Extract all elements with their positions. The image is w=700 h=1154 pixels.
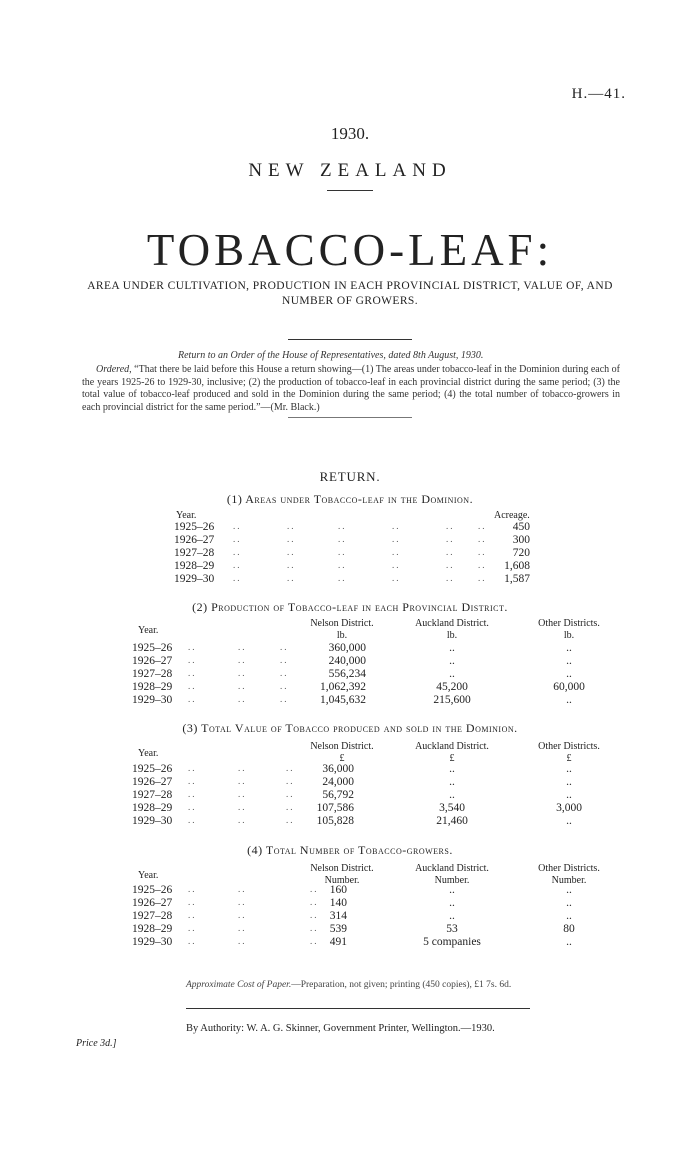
section1-acreage-cell: 300 <box>512 534 530 546</box>
section3-other-unit: £ <box>566 753 572 764</box>
leader-dots: .. <box>286 789 295 799</box>
section3-nelson-unit: £ <box>339 753 345 764</box>
section2-auckland-cell: 45,200 <box>436 681 468 693</box>
section1-acreage-cell: 720 <box>512 547 530 559</box>
leader-dots: .. <box>280 655 289 665</box>
leader-dots: .. <box>238 668 247 678</box>
section3-other-cell: .. <box>566 789 572 801</box>
leader-dots: .. <box>233 521 242 531</box>
section4-title: (4) Total Number of Tobacco-growers. <box>247 843 453 857</box>
leader-dots: .. <box>310 884 319 894</box>
section4-other-cell: .. <box>566 910 572 922</box>
section4-auckland-unit: Number. <box>434 875 470 886</box>
section4-other-cell: 80 <box>563 923 575 935</box>
leader-dots: .. <box>287 573 296 583</box>
leader-dots: .. <box>286 815 295 825</box>
leader-dots: .. <box>280 681 289 691</box>
leader-dots: .. <box>238 802 247 812</box>
section3-nelson-header: Nelson District. <box>310 741 374 752</box>
section2-year-cell: 1928–29 <box>132 681 173 693</box>
section2-nelson-unit: lb. <box>336 630 348 641</box>
section2-year-cell: 1929–30 <box>132 694 173 706</box>
leader-dots: .. <box>280 642 289 652</box>
leader-dots: .. <box>446 547 455 557</box>
section3-other-cell: .. <box>566 763 572 775</box>
section3-other-cell: .. <box>566 815 572 827</box>
section2-auckland-cell: 215,600 <box>433 694 471 706</box>
section4-year-cell: 1925–26 <box>132 884 173 896</box>
section1-year-cell: 1929–30 <box>174 573 215 585</box>
leader-dots: .. <box>287 521 296 531</box>
leader-dots: .. <box>446 534 455 544</box>
leader-dots: .. <box>392 521 401 531</box>
leader-dots: .. <box>238 897 247 907</box>
price-note: Price 3d.] <box>76 1038 117 1049</box>
section4-other-cell: .. <box>566 936 572 948</box>
leader-dots: .. <box>238 884 247 894</box>
country-divider <box>327 190 373 191</box>
section1-title: (1) Areas under Tobacco-leaf in the Dominion. <box>226 492 474 506</box>
section4-auckland-cell: 5 companies <box>423 936 481 948</box>
section4-auckland-header: Auckland District. <box>415 863 489 874</box>
leader-dots: .. <box>188 668 197 678</box>
leader-dots: .. <box>310 936 319 946</box>
leader-dots: .. <box>287 547 296 557</box>
leader-dots: .. <box>238 789 247 799</box>
section4-year-cell: 1926–27 <box>132 897 173 909</box>
section1-leader-end: .. <box>478 560 487 570</box>
leader-dots: .. <box>392 547 401 557</box>
ordered-word: Ordered, <box>96 364 132 375</box>
section4-year-cell: 1928–29 <box>132 923 173 935</box>
section2-nelson-cell: 360,000 <box>328 642 366 654</box>
section2-auckland-unit: lb. <box>446 630 458 641</box>
section1-year-cell: 1925–26 <box>174 521 215 533</box>
section3-nelson-cell: 56,792 <box>322 789 354 801</box>
section2-nelson-cell: 1,062,392 <box>320 681 366 693</box>
title-divider <box>288 339 412 340</box>
leader-dots: .. <box>238 655 247 665</box>
section1-leader-end: .. <box>478 534 487 544</box>
cost-text: —Preparation, not given; printing (450 copies), £1 7s. 6d. <box>291 980 512 990</box>
leader-dots: .. <box>238 694 247 704</box>
leader-dots: .. <box>238 642 247 652</box>
leader-dots: .. <box>338 560 347 570</box>
leader-dots: .. <box>233 573 242 583</box>
section3-other-cell: .. <box>566 776 572 788</box>
section1-year-cell: 1926–27 <box>174 534 215 546</box>
section4-nelson-header: Nelson District. <box>310 863 374 874</box>
leader-dots: .. <box>233 560 242 570</box>
section3-other-header: Other Districts. <box>538 741 600 752</box>
section2-auckland-cell: .. <box>449 668 455 680</box>
section2-auckland-cell: .. <box>449 642 455 654</box>
section4-other-header: Other Districts. <box>538 863 600 874</box>
section2-year-header: Year. <box>138 625 159 636</box>
section3-auckland-cell: 3,540 <box>439 802 465 814</box>
section4-nelson-cell: 160 <box>329 884 347 896</box>
leader-dots: .. <box>392 534 401 544</box>
leader-dots: .. <box>392 573 401 583</box>
section3-year-cell: 1927–28 <box>132 789 173 801</box>
section3-nelson-cell: 24,000 <box>322 776 354 788</box>
section4-auckland-cell: 53 <box>446 923 458 935</box>
document-title: TOBACCO-LEAF: <box>146 225 554 275</box>
section4-nelson-cell: 140 <box>329 897 347 909</box>
leader-dots: .. <box>233 534 242 544</box>
section3-auckland-unit: £ <box>449 753 455 764</box>
leader-dots: .. <box>238 923 247 933</box>
section2-other-cell: .. <box>566 655 572 667</box>
section3-year-cell: 1926–27 <box>132 776 173 788</box>
section3-year-cell: 1925–26 <box>132 763 173 775</box>
section2-auckland-cell: .. <box>449 655 455 667</box>
section1-year-header: Year. <box>176 510 197 521</box>
leader-dots: .. <box>280 668 289 678</box>
leader-dots: .. <box>287 534 296 544</box>
section3-year-cell: 1929–30 <box>132 815 173 827</box>
section2-title: (2) Production of Tobacco-leaf in each Provincial District. <box>192 600 508 614</box>
leader-dots: .. <box>238 815 247 825</box>
leader-dots: .. <box>188 681 197 691</box>
return-heading: RETURN. <box>319 469 381 484</box>
paper-reference: H.—41. <box>571 86 626 102</box>
leader-dots: .. <box>338 521 347 531</box>
section4-auckland-cell: .. <box>449 897 455 909</box>
leader-dots: .. <box>188 776 197 786</box>
section3-auckland-header: Auckland District. <box>415 741 489 752</box>
section2-other-header: Other Districts. <box>538 618 600 629</box>
leader-dots: .. <box>286 802 295 812</box>
document-year: 1930. <box>330 124 370 143</box>
section1-year-cell: 1928–29 <box>174 560 215 572</box>
section2-auckland-header: Auckland District. <box>415 618 489 629</box>
return-order-line: Return to an Order of the House of Representatives, dated 8th August, 1930. <box>178 350 484 361</box>
section3-title: (3) Total Value of Tobacco produced and sold in the Dominion. <box>182 721 518 735</box>
leader-dots: .. <box>286 776 295 786</box>
section3-auckland-cell: .. <box>449 763 455 775</box>
leader-dots: .. <box>446 521 455 531</box>
section4-other-cell: .. <box>566 884 572 896</box>
leader-dots: .. <box>280 694 289 704</box>
section1-acreage-cell: 450 <box>512 521 530 533</box>
section1-acreage-cell: 1,608 <box>504 560 530 572</box>
section2-year-cell: 1925–26 <box>132 642 173 654</box>
leader-dots: .. <box>392 560 401 570</box>
section2-other-cell: .. <box>566 694 572 706</box>
leader-dots: .. <box>310 897 319 907</box>
leader-dots: .. <box>188 655 197 665</box>
leader-dots: .. <box>188 763 197 773</box>
leader-dots: .. <box>310 910 319 920</box>
cost-note <box>186 980 511 990</box>
authority-line: By Authority: W. A. G. Skinner, Government Printer, Wellington.—1930. <box>186 1023 495 1034</box>
leader-dots: .. <box>338 534 347 544</box>
section4-year-cell: 1929–30 <box>132 936 173 948</box>
leader-dots: .. <box>188 923 197 933</box>
leader-dots: .. <box>338 547 347 557</box>
leader-dots: .. <box>188 802 197 812</box>
section2-year-cell: 1926–27 <box>132 655 173 667</box>
section3-nelson-cell: 107,586 <box>316 802 354 814</box>
section4-year-cell: 1927–28 <box>132 910 173 922</box>
leader-dots: .. <box>188 694 197 704</box>
section4-other-unit: Number. <box>551 875 587 886</box>
leader-dots: .. <box>188 936 197 946</box>
section1-leader-end: .. <box>478 547 487 557</box>
section1-leader-end: .. <box>478 521 487 531</box>
country-heading: NEW ZEALAND <box>248 160 452 181</box>
leader-dots: .. <box>238 763 247 773</box>
leader-dots: .. <box>188 642 197 652</box>
section4-nelson-cell: 539 <box>329 923 347 935</box>
leader-dots: .. <box>286 763 295 773</box>
section4-auckland-cell: .. <box>449 910 455 922</box>
section3-auckland-cell: .. <box>449 789 455 801</box>
section2-other-unit: lb. <box>563 630 575 641</box>
leader-dots: .. <box>233 547 242 557</box>
intro-divider <box>288 417 412 418</box>
section4-nelson-unit: Number. <box>324 875 360 886</box>
section4-auckland-cell: .. <box>449 884 455 896</box>
section2-nelson-header: Nelson District. <box>310 618 374 629</box>
section3-nelson-cell: 105,828 <box>316 815 354 827</box>
leader-dots: .. <box>446 560 455 570</box>
section2-other-cell: .. <box>566 668 572 680</box>
section3-nelson-cell: 36,000 <box>322 763 354 775</box>
section2-nelson-cell: 1,045,632 <box>320 694 366 706</box>
section3-year-cell: 1928–29 <box>132 802 173 814</box>
section4-nelson-cell: 314 <box>329 910 347 922</box>
footer-divider <box>186 1008 530 1009</box>
section4-nelson-cell: 491 <box>329 936 347 948</box>
section3-auckland-cell: 21,460 <box>436 815 468 827</box>
leader-dots: .. <box>188 815 197 825</box>
leader-dots: .. <box>338 573 347 583</box>
section3-year-header: Year. <box>138 748 159 759</box>
ordered-paragraph <box>82 364 620 414</box>
section2-nelson-cell: 556,234 <box>328 668 366 680</box>
leader-dots: .. <box>188 910 197 920</box>
leader-dots: .. <box>310 923 319 933</box>
section3-auckland-cell: .. <box>449 776 455 788</box>
leader-dots: .. <box>238 936 247 946</box>
cost-label: Approximate Cost of Paper. <box>186 980 292 990</box>
section1-acreage-cell: 1,587 <box>504 573 530 585</box>
leader-dots: .. <box>238 681 247 691</box>
section2-nelson-cell: 240,000 <box>328 655 366 667</box>
leader-dots: .. <box>188 789 197 799</box>
section2-year-cell: 1927–28 <box>132 668 173 680</box>
section3-other-cell: 3,000 <box>556 802 582 814</box>
leader-dots: .. <box>238 776 247 786</box>
leader-dots: .. <box>287 560 296 570</box>
section1-acreage-header: Acreage. <box>494 510 530 521</box>
section4-year-header: Year. <box>138 870 159 881</box>
section4-other-cell: .. <box>566 897 572 909</box>
section2-other-cell: .. <box>566 642 572 654</box>
ordered-text: “That there be laid before this House a return showing—(1) The areas under tobacco-leaf in the Dominion during each of the years 1925-26 to 1929-30, inclusive; (2) the production of tobacco-leaf in each provincial district during the same period; (3) the total value of tobacco-leaf produced and sold in the Dominion during the same period; (4) the total number of tobacco-growers in each provincial district for the same period.”—(Mr. Black.) <box>82 364 621 413</box>
leader-dots: .. <box>238 910 247 920</box>
leader-dots: .. <box>188 897 197 907</box>
section1-leader-end: .. <box>478 573 487 583</box>
section2-other-cell: 60,000 <box>553 681 585 693</box>
document-subtitle: AREA UNDER CULTIVATION, PRODUCTION IN EACH PROVINCIAL DISTRICT, VALUE OF, AND NUMBER OF GROWERS. <box>87 280 613 307</box>
section1-year-cell: 1927–28 <box>174 547 215 559</box>
leader-dots: .. <box>188 884 197 894</box>
leader-dots: .. <box>446 573 455 583</box>
